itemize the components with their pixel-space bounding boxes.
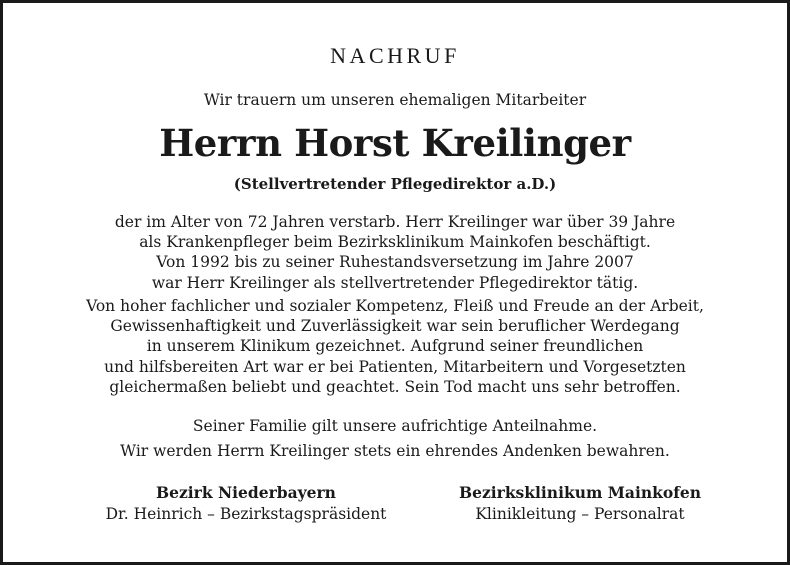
signature-block-clinic bbox=[400, 483, 760, 524]
notice-heading: NACHRUF bbox=[330, 43, 460, 68]
condolence-line: Seiner Familie gilt unsere aufrichtige Anteilnahme. bbox=[192, 417, 598, 435]
remembrance-line: Wir werden Herrn Kreilinger stets ein ehrendes Andenken bewahren. bbox=[120, 442, 670, 460]
text-line: Gewissenhaftigkeit und Zuverlässigkeit war sein beruflicher Werdegang bbox=[110, 317, 680, 336]
deceased-name: Herrn Horst Kreilinger bbox=[159, 121, 631, 165]
biography-paragraph bbox=[3, 212, 787, 293]
text-line: Von 1992 bis zu seiner Ruhestandsversetzung im Jahre 2007 bbox=[156, 253, 634, 272]
text-line: in unserem Klinikum gezeichnet. Aufgrund seiner freundlichen bbox=[146, 337, 644, 356]
signature-block-district bbox=[66, 483, 426, 524]
notice-intro: Wir trauern um unseren ehemaligen Mitarbeiter bbox=[203, 91, 587, 109]
text-line: war Herr Kreilinger als stellvertretender Pflegedirektor tätig. bbox=[151, 273, 639, 292]
text-line: und hilfsbereiten Art war er bei Patienten, Mitarbeitern und Vorgesetzten bbox=[104, 357, 686, 376]
signature-organization: Bezirk Niederbayern bbox=[156, 483, 336, 502]
signature-signer: Klinikleitung – Personalrat bbox=[475, 504, 685, 523]
text-line: Von hoher fachlicher und sozialer Kompetenz, Fleiß und Freude an der Arbeit, bbox=[86, 297, 704, 315]
text-line: gleichermaßen beliebt und geachtet. Sein Tod macht uns sehr betroffen. bbox=[109, 377, 681, 396]
tribute-paragraph bbox=[3, 296, 787, 397]
signature-organization: Bezirksklinikum Mainkofen bbox=[459, 483, 701, 502]
text-line: der im Alter von 72 Jahren verstarb. Herr Kreilinger war über 39 Jahre bbox=[114, 213, 676, 231]
deceased-role: (Stellvertretender Pflegedirektor a.D.) bbox=[233, 175, 557, 193]
signature-signer: Dr. Heinrich – Bezirkstagspräsident bbox=[105, 504, 387, 523]
text-line: als Krankenpfleger beim Bezirksklinikum Mainkofen beschäftigt. bbox=[139, 233, 651, 252]
